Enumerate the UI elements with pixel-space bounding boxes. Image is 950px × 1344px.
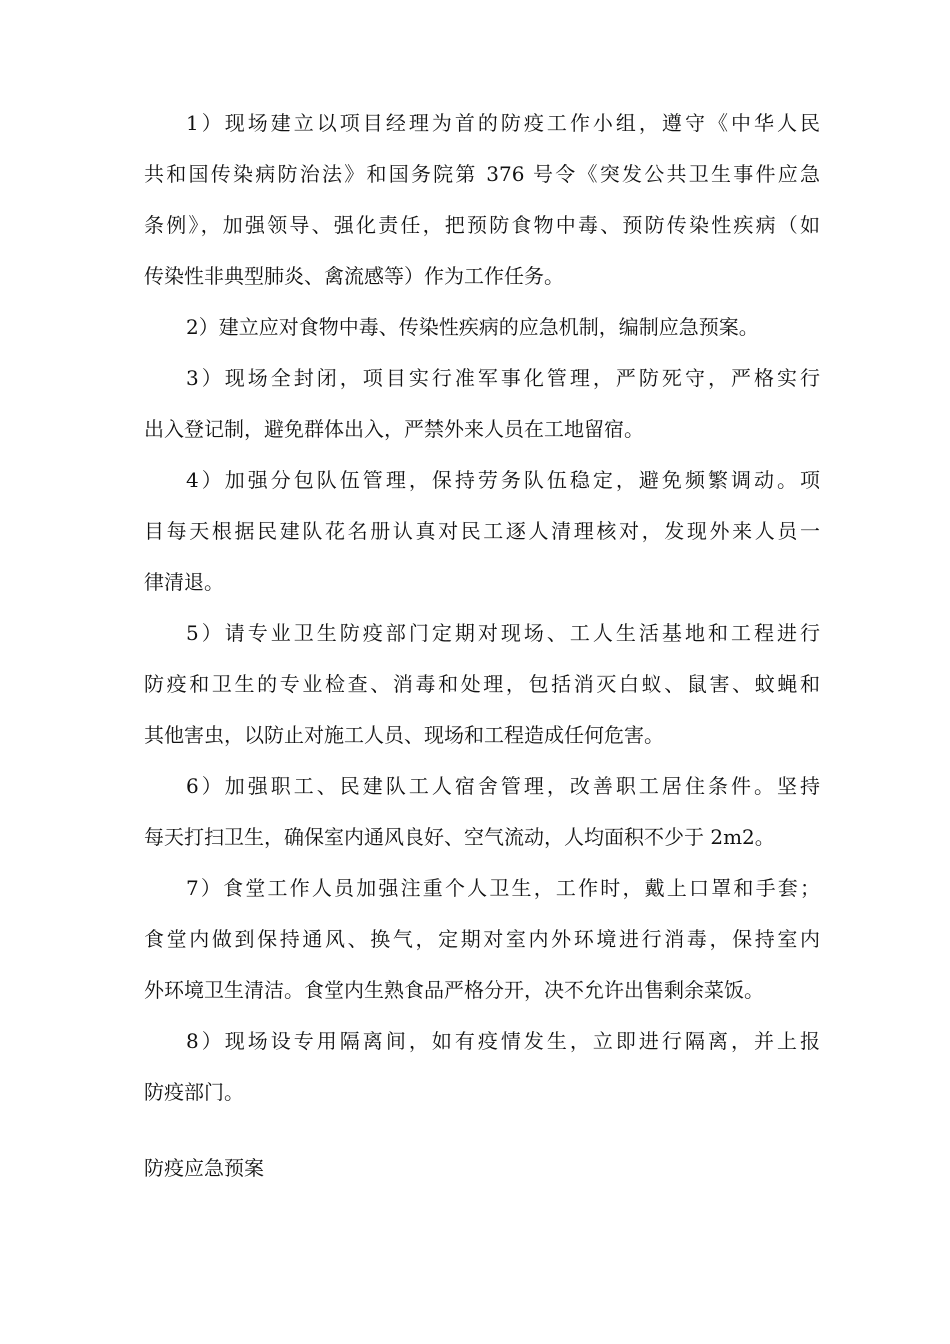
- paragraph-line: 防疫和卫生的专业检查、消毒和处理，包括消灭白蚁、鼠害、蚊蝇和: [144, 672, 820, 696]
- paragraph-line: 3）现场全封闭，项目实行准军事化管理，严防死守，严格实行: [186, 366, 820, 390]
- paragraph-line: 4）加强分包队伍管理，保持劳务队伍稳定，避免频繁调动。项: [186, 468, 820, 492]
- section-heading: 防疫应急预案: [144, 1156, 264, 1180]
- paragraph-line: 共和国传染病防治法》和国务院第 376 号令《突发公共卫生事件应急: [144, 162, 820, 186]
- paragraph-line: 目每天根据民建队花名册认真对民工逐人清理核对，发现外来人员一: [144, 519, 820, 543]
- paragraph-line: 出入登记制，避免群体出入，严禁外来人员在工地留宿。: [144, 417, 644, 441]
- paragraph-5: [144, 608, 820, 761]
- paragraph-line: 7）食堂工作人员加强注重个人卫生，工作时，戴上口罩和手套；: [186, 876, 820, 900]
- paragraph-8: [144, 1016, 820, 1118]
- paragraph-4: [144, 455, 820, 608]
- paragraph-line: 6）加强职工、民建队工人宿舍管理，改善职工居住条件。坚持: [186, 774, 820, 798]
- paragraph-line: 2）建立应对食物中毒、传染性疾病的应急机制，编制应急预案。: [186, 315, 759, 339]
- paragraph-line: 其他害虫，以防止对施工人员、现场和工程造成任何危害。: [144, 723, 664, 747]
- paragraph-line: 1）现场建立以项目经理为首的防疫工作小组，遵守《中华人民: [186, 111, 820, 135]
- paragraph-line: 5）请专业卫生防疫部门定期对现场、工人生活基地和工程进行: [186, 621, 820, 645]
- paragraph-line: 外环境卫生清洁。食堂内生熟食品严格分开，决不允许出售剩余菜饭。: [144, 978, 764, 1002]
- document-body: [144, 98, 820, 1118]
- paragraph-2: [144, 302, 820, 353]
- paragraph-line: 食堂内做到保持通风、换气，定期对室内外环境进行消毒，保持室内: [144, 927, 820, 951]
- paragraph-line: 传染性非典型肺炎、禽流感等）作为工作任务。: [144, 264, 564, 288]
- paragraph-1: [144, 98, 820, 302]
- paragraph-line: 律清退。: [144, 570, 224, 594]
- paragraph-7: [144, 863, 820, 1016]
- paragraph-line: 8）现场设专用隔离间，如有疫情发生，立即进行隔离，并上报: [186, 1029, 820, 1053]
- paragraph-3: [144, 353, 820, 455]
- paragraph-line: 条例》，加强领导、强化责任，把预防食物中毒、预防传染性疾病（如: [144, 213, 820, 237]
- paragraph-line: 每天打扫卫生，确保室内通风良好、空气流动，人均面积不少于 2m2。: [144, 825, 775, 849]
- paragraph-6: [144, 761, 820, 863]
- paragraph-line: 防疫部门。: [144, 1080, 244, 1104]
